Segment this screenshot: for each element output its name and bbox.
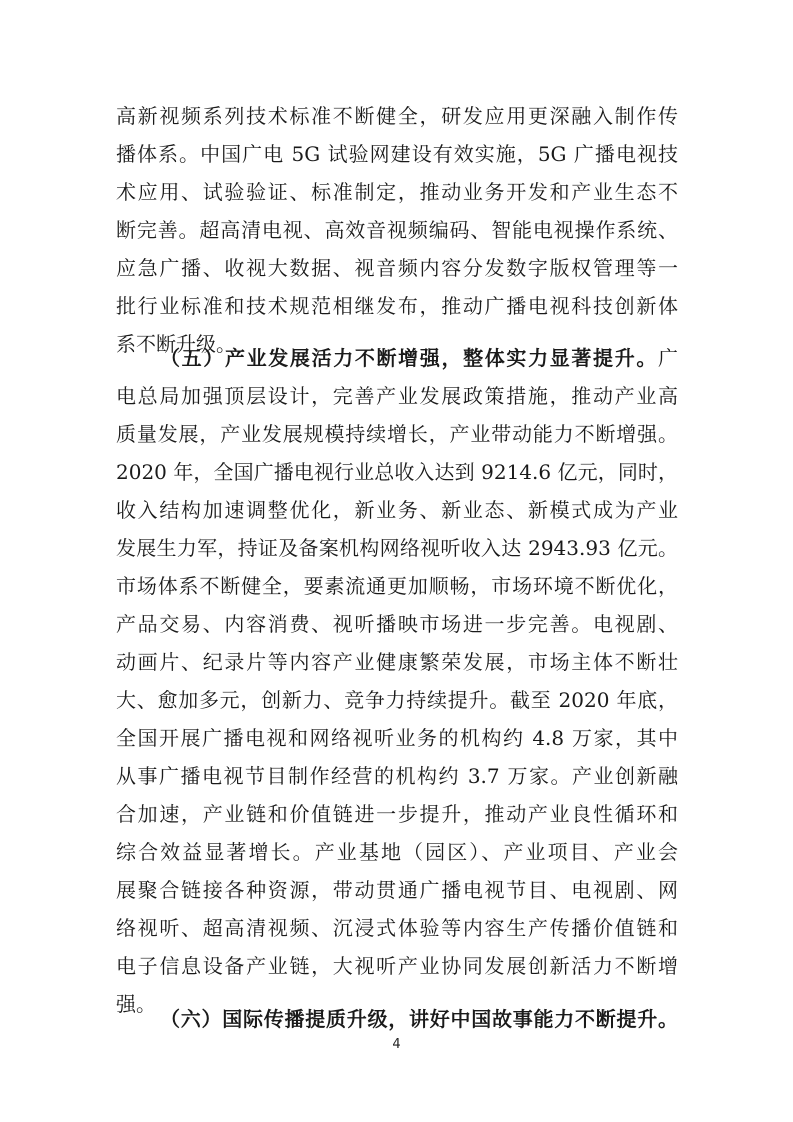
body-text-line: 动画片、纪录片等内容产业健康繁荣发展，市场主体不断壮: [116, 650, 678, 674]
body-text-line: 2020 年，全国广播电视行业总收入达到 9214.6 亿元，同时，: [116, 460, 678, 484]
body-text-line: 断完善。超高清电视、高效音视频编码、智能电视操作系统、: [116, 218, 678, 242]
body-text-line: 市场体系不断健全，要素流通更加顺畅，市场环境不断优化，: [116, 574, 678, 598]
section-5-heading: （五）产业发展活力不断增强，整体实力显著提升。: [160, 346, 658, 370]
body-text-line: 系不断升级。: [116, 332, 236, 356]
body-text-line: 产品交易、内容消费、视听播映市场进一步完善。电视剧、: [116, 612, 678, 636]
body-text-line: 高新视频系列技术标准不断健全，研发应用更深融入制作传: [116, 104, 678, 128]
body-text-line: 应急广播、收视大数据、视音频内容分发数字版权管理等一: [116, 256, 678, 280]
section-6-heading: （六）国际传播提质升级，讲好中国故事能力不断提升。: [160, 1007, 678, 1031]
body-text-line: 收入结构加速调整优化，新业务、新业态、新模式成为产业: [116, 498, 678, 522]
body-text-line: 展聚合链接各种资源，带动贯通广播电视节目、电视剧、网: [116, 878, 678, 902]
section-heading-line: [160, 339, 678, 377]
body-text-line: 强。: [116, 992, 156, 1016]
body-text-line: 络视听、超高清视频、沉浸式体验等内容生产传播价值链和: [116, 916, 678, 940]
body-text-line: 从事广播电视节目制作经营的机构约 3.7 万家。产业创新融: [116, 764, 678, 788]
body-text-line: 播体系。中国广电 5G 试验网建设有效实施，5G 广播电视技: [116, 142, 678, 166]
body-text-line: 质量发展，产业发展规模持续增长，产业带动能力不断增强。: [116, 422, 678, 446]
body-text-fragment: 广: [658, 346, 678, 370]
body-text-line: 电总局加强顶层设计，完善产业发展政策措施，推动产业高: [116, 384, 678, 408]
body-text-line: 全国开展广播电视和网络视听业务的机构约 4.8 万家，其中: [116, 726, 678, 750]
body-text-line: 合加速，产业链和价值链进一步提升，推动产业良性循环和: [116, 802, 678, 826]
body-text-line: 大、愈加多元，创新力、竞争力持续提升。截至 2020 年底，: [116, 688, 678, 712]
body-text-line: 术应用、试验验证、标准制定，推动业务开发和产业生态不: [116, 180, 678, 204]
body-text-line: 批行业标准和技术规范相继发布，推动广播电视科技创新体: [116, 294, 678, 318]
page-number: 4: [392, 1037, 401, 1052]
body-text-line: 发展生力军，持证及备案机构网络视听收入达 2943.93 亿元。: [116, 536, 678, 560]
body-text-line: 综合效益显著增长。产业基地（园区）、产业项目、产业会: [116, 840, 678, 864]
body-text-line: 电子信息设备产业链，大视听产业协同发展创新活力不断增: [116, 954, 678, 978]
